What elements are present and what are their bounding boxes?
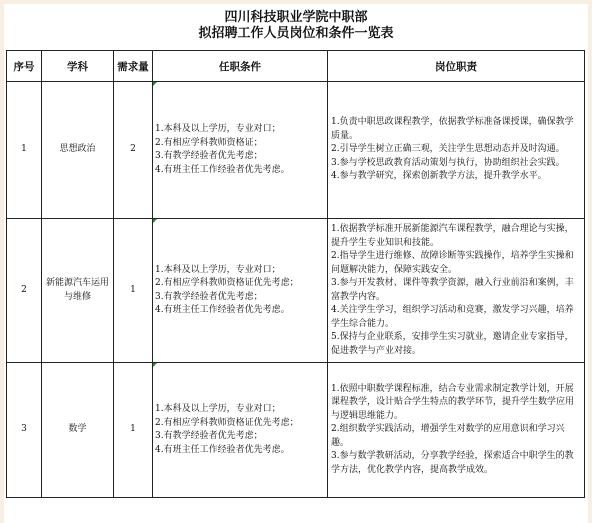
cell-comment-marker [153,219,157,223]
row-seq: 2 [7,219,42,363]
row-duties [328,363,585,498]
row-duties [328,82,585,219]
table-row [7,82,585,219]
header-requirements: 任职条件 [153,51,328,82]
duty-item: 1.依照中职数学课程标准，结合专业需求制定教学计划，开展课程教学，设计贴合学生特点的教学环节，提升学生数学应用与逻辑思维能力。 [331,383,575,421]
table-row [7,363,585,498]
row-count: 2 [114,82,153,219]
requirement-item: 2.有相应学科教师资格证优先考虑； [155,278,299,288]
duty-item: 2.组织数学实践活动，增强学生对数学的应用意识和学习兴趣。 [331,424,565,448]
requirement-item: 1.本科及以上学历，专业对口； [155,264,281,275]
row-subject: 数学 [42,363,114,498]
row-seq: 3 [7,363,42,498]
row-requirements [153,363,328,498]
cell-comment-marker [153,363,157,367]
requirement-item: 1.本科及以上学历，专业对口； [155,404,281,414]
row-requirements [153,219,328,363]
document-sheet [4,4,588,523]
row-subject: 思想政治 [42,82,114,219]
document-title: 四川科技职业学院中职部 [224,10,368,25]
row-requirements [153,82,328,219]
row-count: 1 [114,219,153,363]
header-subject: 学科 [42,51,114,82]
duty-item: 1.依据教学标准开展新能源汽车课程教学，融合理论与实操，提升学生专业知识和技能。 [331,224,574,248]
header-count: 需求量 [114,51,153,82]
cell-comment-marker [153,82,157,86]
duty-item: 4.关注学生学习，组织学习活动和竞赛，激发学习兴趣，培养学生综合能力。 [331,305,574,329]
requirement-item: 3.有教学经验者优先考虑； [155,431,263,441]
header-seq: 序号 [7,51,42,82]
requirement-item: 3.有教学经验者优先考虑； [155,151,263,161]
row-duties [328,219,585,363]
duty-item: 2.指导学生进行维修、故障诊断等实践操作，培养学生实操和问题解决能力，保障实践安全。 [331,251,574,275]
requirement-item: 3.有教学经验者优先考虑； [155,291,263,302]
header-duties: 岗位职责 [328,51,585,82]
duty-item: 2.引导学生树立正确三观，关注学生思想动态并及时沟通。 [331,144,565,155]
row-seq: 1 [7,82,42,219]
requirement-item: 2.有相应学科教师资格证优先考虑； [155,417,299,428]
duty-item: 4.参与教学研究，探索创新教学方法，提升教学水平。 [331,171,547,182]
table-row [7,219,585,363]
recruitment-table [6,50,585,498]
requirement-item: 4.有班主任工作经验者优先考虑。 [155,305,290,315]
duty-item: 3.参与学校思政教育活动策划与执行，协助组织社会实践。 [331,157,565,168]
requirement-item: 4.有班主任工作经验者优先考虑。 [155,444,290,455]
document-subtitle: 拟招聘工作人员岗位和条件一览表 [198,26,394,41]
row-subject: 新能源汽车运用与维修 [42,219,114,363]
duty-item: 5.保持与企业联系，安排学生实习就业，邀请企业专家指导，促进教学与产业对接。 [331,332,574,356]
row-count: 1 [114,363,153,498]
table-header-row [7,51,585,82]
requirement-item: 2.有相应学科教师资格证； [155,137,263,148]
duty-item: 1.负责中职思政课程教学，依据教学标准备课授课，确保教学质量。 [331,117,574,141]
duty-item: 3.参与开发教材、课件等教学资源，融入行业前沿和案例，丰富教学内容。 [331,278,574,302]
requirement-item: 1.本科及以上学历，专业对口； [155,124,281,134]
duty-item: 3.参与数学教研活动，分享教学经验，探索适合中职学生的教学方法，优化教学内容，提高教学成效。 [331,451,574,475]
requirement-item: 4.有班主任工作经验者优先考虑。 [155,164,290,175]
